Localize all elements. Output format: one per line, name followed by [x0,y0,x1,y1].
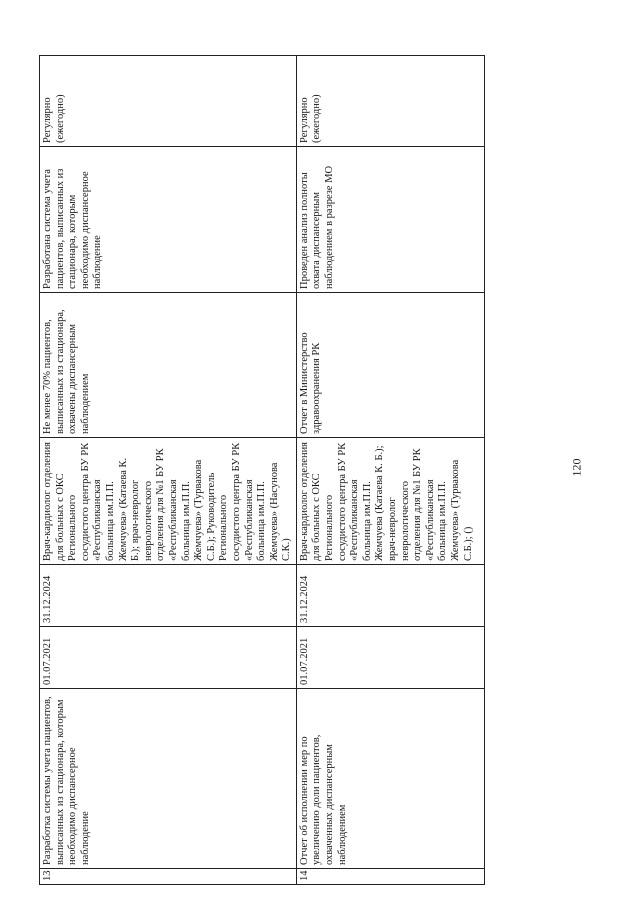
task-cell: Разработка системы учета пациентов, выписанных из стационара, которым необходимо диспансерное наблюдение [40,689,297,869]
responsible-cell: Врач-кардиолог отделения для больных с ОКС Регионального сосудистого центра БУ РК «Республиканская больница им.П.П. Жемчуева» (Катаева К. Б.); врач-невролог неврологического отделения для №1 БУ РК «Республиканская больница им.П.П. Жемчуева» (Турвакова С.Б.); Руководитель Регионального сосудистого центра БУ РК «Республиканская больница им.П.П. Жемчуева» (Насунова С.К.) [40,438,297,565]
frequency-cell: Регулярно (ежегодно) [40,56,297,147]
start-date-cell: 01.07.2021 [40,627,297,689]
responsible-cell: Врач-кардиолог отделения для больных с ОКС Регионального сосудистого центра БУ РК «Республиканская больница им.П.П. Жемчуева (Катаева К. Б.); врач-невролог неврологического отделения для №1 БУ РК «Республиканская больница им.П.П. Жемчуева» (Турвакова С.Б.); () [296,438,484,565]
end-date-cell: 31.12.2024 [296,565,484,627]
row-number: 14 [296,869,484,885]
result-cell: Проведен анализ полноты охвата диспансерным наблюдением в разрезе МО [296,147,484,293]
frequency-cell: Регулярно (ежегодно) [296,56,484,147]
indicator-cell: Отчет в Министерство здравоохранения РК [296,293,484,438]
plan-table [39,55,485,885]
rotated-table-wrapper [39,56,474,885]
task-cell: Отчет об исполнении мер по увеличению доли пациентов, охваченных диспансерным наблюдением [296,689,484,869]
end-date-cell: 31.12.2024 [40,565,297,627]
start-date-cell: 01.07.2021 [296,627,484,689]
page-number: 120 [569,458,584,477]
document-page [39,56,474,885]
result-cell: Разработана система учета пациентов, выписанных из стационара, которым необходимо диспансерное наблюдение [40,147,297,293]
row-number: 13 [40,869,297,885]
table-row [40,56,297,885]
table-row [296,56,484,885]
indicator-cell: Не менее 70% пациентов, выписанных из стационара, охвачены диспансерным наблюдением [40,293,297,438]
